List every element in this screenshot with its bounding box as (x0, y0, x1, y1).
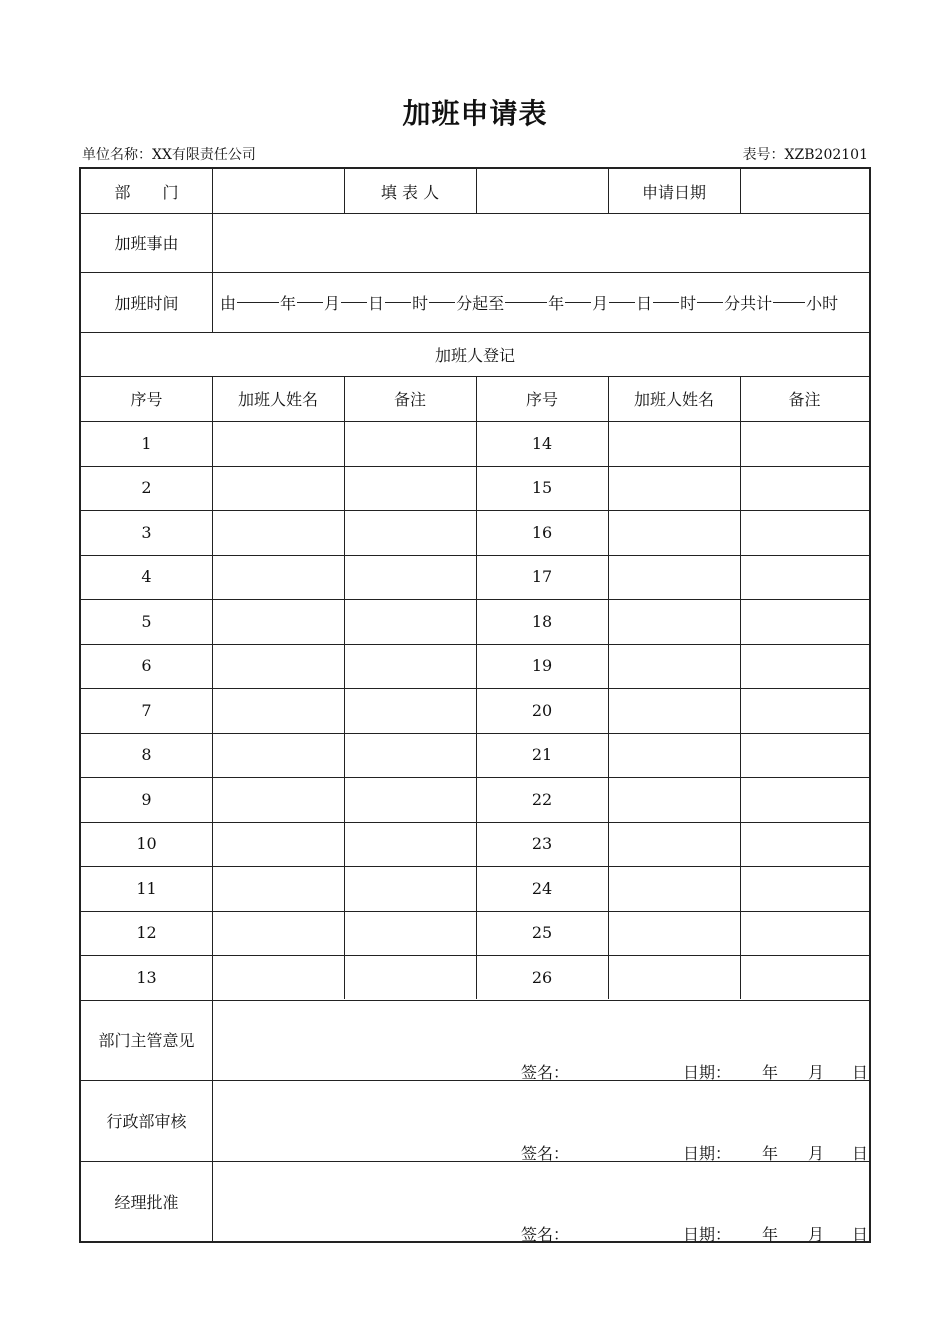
row-number-right: 25 (531, 923, 553, 943)
name-field-right[interactable] (608, 955, 740, 1000)
name-field-left[interactable] (212, 866, 344, 911)
note-field-right[interactable] (740, 733, 869, 778)
table-rule (81, 510, 869, 511)
row-number-right: 17 (531, 567, 553, 587)
name-field-left[interactable] (212, 955, 344, 1000)
row-number-right: 22 (531, 789, 553, 809)
filler-field[interactable] (476, 169, 608, 213)
note-field-right[interactable] (740, 644, 869, 689)
time-month-2: 月 (592, 293, 609, 313)
time-minute-total: 分共计 (724, 293, 773, 313)
row-number-right: 24 (531, 878, 553, 898)
col-name-left: 加班人姓名 (237, 390, 318, 409)
table-rule (81, 911, 869, 912)
admin-date-label: 日期： (683, 1144, 732, 1163)
end-hour-blank[interactable] (653, 301, 679, 303)
note-field-left[interactable] (344, 777, 476, 822)
time-from: 由 (220, 293, 237, 313)
time-field[interactable] (212, 272, 869, 332)
row-number-left: 13 (136, 967, 157, 987)
supervisor-sign-label: 签名： (521, 1063, 570, 1082)
time-label: 加班时间 (114, 293, 179, 313)
note-field-right[interactable] (740, 599, 869, 644)
table-rule (81, 688, 869, 689)
department-field[interactable] (212, 169, 344, 213)
supervisor-date-day: 日 (852, 1063, 869, 1082)
reason-label: 加班事由 (114, 234, 179, 253)
note-field-left[interactable] (344, 510, 476, 555)
table-rule (81, 272, 869, 273)
note-field-right[interactable] (740, 911, 869, 956)
end-year-blank[interactable] (505, 301, 547, 303)
table-rule (81, 1000, 869, 1001)
row-number-left: 11 (136, 878, 157, 898)
table-rule (81, 466, 869, 467)
note-field-right[interactable] (740, 466, 869, 511)
start-hour-blank[interactable] (385, 301, 411, 303)
start-minute-blank[interactable] (429, 301, 455, 303)
row-number-left: 4 (141, 567, 152, 587)
row-number-left: 3 (141, 522, 152, 542)
note-field-right[interactable] (740, 555, 869, 600)
row-number-left: 8 (141, 745, 152, 765)
manager-date-day: 日 (852, 1225, 869, 1244)
time-hours: 小时 (806, 293, 839, 313)
manager-date-label: 日期： (683, 1225, 732, 1244)
name-field-left[interactable] (212, 777, 344, 822)
note-field-left[interactable] (344, 866, 476, 911)
name-field-right[interactable] (608, 733, 740, 778)
note-field-left[interactable] (344, 421, 476, 466)
row-number-left: 12 (136, 923, 157, 943)
department-label: 部 门 (114, 182, 179, 202)
table-rule (344, 376, 345, 999)
start-year-blank[interactable] (237, 301, 279, 303)
table-rule (81, 599, 869, 600)
name-field-right[interactable] (608, 510, 740, 555)
admin-label: 行政部审核 (106, 1112, 187, 1131)
note-field-left[interactable] (344, 466, 476, 511)
table-rule (81, 376, 869, 377)
manager-date-month: 月 (808, 1225, 825, 1244)
name-field-right[interactable] (608, 777, 740, 822)
note-field-left[interactable] (344, 599, 476, 644)
end-minute-blank[interactable] (697, 301, 723, 303)
end-month-blank[interactable] (565, 301, 591, 303)
name-field-left[interactable] (212, 733, 344, 778)
name-field-left[interactable] (212, 510, 344, 555)
name-field-left[interactable] (212, 822, 344, 867)
note-field-left[interactable] (344, 911, 476, 956)
table-rule (81, 866, 869, 867)
admin-date-month: 月 (808, 1144, 825, 1163)
name-field-right[interactable] (608, 688, 740, 733)
admin-date-year: 年 (762, 1144, 779, 1163)
name-field-left[interactable] (212, 599, 344, 644)
table-rule (81, 1161, 869, 1162)
note-field-left[interactable] (344, 822, 476, 867)
reason-field[interactable] (212, 213, 869, 272)
col-name-right: 加班人姓名 (633, 390, 714, 409)
table-rule (212, 169, 213, 213)
table-rule (81, 555, 869, 556)
row-number-left: 9 (141, 789, 152, 809)
name-field-left[interactable] (212, 644, 344, 689)
row-number-right: 19 (531, 656, 553, 676)
note-field-left[interactable] (344, 688, 476, 733)
filler-label: 填 表 人 (380, 182, 440, 202)
note-field-right[interactable] (740, 822, 869, 867)
row-number-left: 10 (136, 834, 157, 854)
table-rule (81, 955, 869, 956)
table-rule (344, 169, 345, 213)
apply-date-field[interactable] (740, 169, 869, 213)
table-rule (740, 376, 741, 999)
end-day-blank[interactable] (609, 301, 635, 303)
row-number-left: 1 (141, 433, 152, 453)
table-rule (81, 421, 869, 422)
row-number-left: 2 (141, 478, 152, 498)
supervisor-date-year: 年 (762, 1063, 779, 1082)
admin-sign-label: 签名： (521, 1144, 570, 1163)
note-field-left[interactable] (344, 644, 476, 689)
name-field-left[interactable] (212, 911, 344, 956)
row-number-right: 23 (531, 834, 553, 854)
col-no-left: 序号 (130, 390, 163, 409)
col-note-right: 备注 (788, 390, 821, 409)
form-number: 表号：XZB202101 (742, 147, 868, 163)
start-month-blank[interactable] (297, 301, 323, 303)
manager-sign-label: 签名： (521, 1225, 570, 1244)
name-field-right[interactable] (608, 911, 740, 956)
company-name: 单位名称：XX有限责任公司 (82, 147, 256, 163)
table-rule (476, 376, 477, 999)
name-field-left[interactable] (212, 421, 344, 466)
admin-date-day: 日 (852, 1144, 869, 1163)
table-rule (81, 644, 869, 645)
time-day-1: 日 (368, 293, 385, 313)
name-field-left[interactable] (212, 555, 344, 600)
row-number-right: 14 (531, 433, 553, 453)
table-rule (81, 822, 869, 823)
table-rule (476, 169, 477, 213)
row-number-right: 16 (531, 522, 553, 542)
time-day-2: 日 (636, 293, 653, 313)
name-field-right[interactable] (608, 644, 740, 689)
manager-date-year: 年 (762, 1225, 779, 1244)
name-field-right[interactable] (608, 555, 740, 600)
name-field-right[interactable] (608, 599, 740, 644)
table-rule (81, 733, 869, 734)
table-rule (212, 213, 213, 332)
registry-title: 加班人登记 (434, 345, 515, 365)
table-rule (81, 1080, 869, 1081)
table-rule (81, 213, 869, 214)
time-year-2: 年 (548, 293, 565, 313)
note-field-right[interactable] (740, 866, 869, 911)
table-rule (608, 169, 609, 213)
row-number-left: 6 (141, 656, 152, 676)
name-field-left[interactable] (212, 466, 344, 511)
table-rule (81, 777, 869, 778)
total-hours-blank[interactable] (773, 301, 805, 303)
overtime-form-table (79, 167, 871, 1243)
time-year-1: 年 (280, 293, 297, 313)
name-field-left[interactable] (212, 688, 344, 733)
row-number-left: 5 (141, 611, 152, 631)
row-number-right: 18 (531, 611, 553, 631)
apply-date-label: 申请日期 (641, 182, 706, 202)
note-field-right[interactable] (740, 510, 869, 555)
time-minute-from: 分起至 (456, 293, 505, 313)
name-field-right[interactable] (608, 866, 740, 911)
supervisor-date-month: 月 (808, 1063, 825, 1082)
time-hour-1: 时 (412, 293, 429, 313)
note-field-left[interactable] (344, 733, 476, 778)
name-field-right[interactable] (608, 822, 740, 867)
row-number-right: 21 (531, 745, 553, 765)
table-rule (740, 169, 741, 213)
note-field-right[interactable] (740, 688, 869, 733)
form-title: 加班申请表 (402, 97, 548, 130)
table-rule (81, 332, 869, 333)
name-field-right[interactable] (608, 466, 740, 511)
col-no-right: 序号 (525, 390, 558, 409)
col-note-left: 备注 (393, 390, 426, 409)
name-field-right[interactable] (608, 421, 740, 466)
note-field-left[interactable] (344, 955, 476, 1000)
manager-label: 经理批准 (114, 1193, 179, 1212)
supervisor-label: 部门主管意见 (98, 1031, 195, 1050)
table-rule (212, 376, 213, 999)
start-day-blank[interactable] (341, 301, 367, 303)
table-rule (608, 376, 609, 999)
note-field-right[interactable] (740, 777, 869, 822)
row-number-right: 20 (531, 700, 553, 720)
table-rule (212, 999, 213, 1241)
supervisor-date-label: 日期： (683, 1063, 732, 1082)
row-number-right: 15 (531, 478, 553, 498)
note-field-right[interactable] (740, 421, 869, 466)
note-field-left[interactable] (344, 555, 476, 600)
time-hour-2: 时 (680, 293, 697, 313)
time-month-1: 月 (324, 293, 341, 313)
row-number-left: 7 (141, 700, 152, 720)
note-field-right[interactable] (740, 955, 869, 1000)
row-number-right: 26 (531, 967, 553, 987)
